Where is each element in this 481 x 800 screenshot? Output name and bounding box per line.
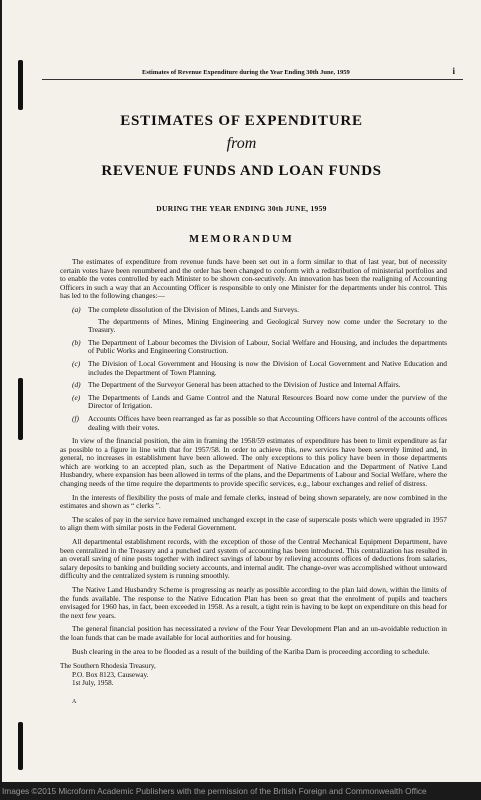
signature-line-1: The Southern Rhodesia Treasury,: [60, 662, 156, 671]
signature-line-2: P.O. Box 8123, Causeway.: [72, 670, 149, 679]
title-line-1: ESTIMATES OF EXPENDITURE: [120, 113, 363, 129]
copyright-footer: Images ©2015 Microform Academic Publishers with the permission of the British Foreign and Commonwealth Office: [2, 786, 427, 796]
list-marker: (e): [72, 392, 81, 402]
paragraph: The Native Land Husbandry Scheme is progressing as nearly as possible according to the plan laid down, within the limits of the funds available. The response to the Native Education Plan has been so great that the enrolment of pupils and teachers envisaged for 1960 has, in fact, been exceeded in 1958. As a result, a tight rein is having to be kept on expenditure on this head for the next few years.: [60, 585, 447, 620]
list-marker: (a): [72, 304, 81, 314]
title-line-2: from: [226, 135, 257, 152]
list-item-text: The Division of Local Government and Housing is now the Division of Local Government and Native Education and includes the Department of Town Planning.: [88, 358, 447, 377]
signature-line-3: 1st July, 1958.: [72, 679, 114, 688]
header-rule: [42, 79, 463, 80]
page-number: i: [452, 66, 455, 76]
paragraph: In the interests of flexibility the posts of male and female clerks, instead of being shown separately, are now combined in the estimates and shown as “ clerks ”.: [60, 492, 447, 511]
list-item-text: The Departments of Lands and Game Control and the Natural Resources Board now come under the purview of the Director of Irrigation.: [88, 392, 447, 411]
paragraph: Bush clearing in the area to be flooded as a result of the building of the Kariba Dam is proceeding according to schedule.: [72, 646, 430, 656]
title-line-3: REVENUE FUNDS AND LOAN FUNDS: [101, 163, 382, 179]
signature-block: [60, 662, 447, 706]
binding-hole-mark: [18, 722, 23, 770]
list-item: [60, 360, 447, 377]
list-item-text: The Department of the Surveyor General has been attached to the Division of Justice and Internal Affairs.: [88, 380, 401, 390]
printer-mark: A: [72, 698, 77, 705]
binding-hole-mark: [18, 378, 23, 440]
intro-paragraph: The estimates of expenditure from revenue funds have been set out in a form similar to that of last year, but of necessity certain votes have been renumbered and the order has been changed to conform with a redistribution of ministerial portfolios and to enable the votes controlled by each Minister to be shown con-secutively. An innovation has been the realigning of Accounting Officers in such a way that an Accounting Officer is responsible to only one Minister for the departments under his control. This has led to the following changes:—: [60, 257, 447, 301]
list-marker: (b): [72, 337, 81, 347]
list-item-subtext: The departments of Mines, Mining Engineering and Geological Survey now come under the Secretary to the Treasury.: [88, 316, 447, 335]
list-marker: (d): [72, 380, 81, 390]
list-item-text: The Department of Labour becomes the Division of Labour, Social Welfare and Housing, and includes the departments of Public Works and Engineering Construction.: [88, 337, 447, 356]
list-item: [60, 339, 447, 356]
changes-list: [60, 306, 447, 432]
paragraph: The scales of pay in the service have remained unchanged except in the case of superscale posts which were upgraded in 1957 to align them with similar posts in the Federal Government.: [60, 514, 447, 533]
list-item: [60, 415, 447, 432]
subtitle-year: DURING THE YEAR ENDING 30th JUNE, 1959: [156, 204, 327, 213]
document-page: [2, 0, 481, 782]
memorandum-heading: MEMORANDUM: [189, 234, 294, 245]
list-item: [60, 306, 447, 335]
list-item: [60, 381, 447, 390]
paragraph: In view of the financial position, the aim in framing the 1958/59 estimates of expenditure has been to limit expenditure as far as possible to a figure in line with that for 1957/58. In order to achieve this, new services have been severely limited and, in general, no increases in establishment have been allowed. The only exceptions to this policy have been in those departments which are working to an accepted plan, such as the Department of Native Education and the Department of Native Land Husbandry, where expansion has been allowed in terms of the plans, and the Departments of Labour and Social Welfare, where the changing needs of the time require the departments to provide specific services, e.g., labour exchanges and relief of distress.: [60, 436, 447, 489]
memorandum-body: [60, 258, 447, 707]
paragraph: All departmental establishment records, with the exception of those of the Central Mechanical Equipment Department, have been centralized in the Treasury and a punched card system of accounting has been introduced. This centralization has resulted in an overall saving of nine posts together with indirect savings of labour by relieving accounts offices of deductions from salaries, salary deposits to banking and building society accounts, and internal audit. The change-over was accomplished without untoward difficulty and the centralized system is running smoothly.: [60, 537, 447, 581]
list-marker: (c): [72, 358, 81, 368]
paragraph: The general financial position has necessitated a review of the Four Year Development Plan and an un-avoidable reduction in the loan funds that can be made available for local authorities and for housing.: [60, 624, 447, 642]
list-item-text: The complete dissolution of the Division of Mines, Lands and Surveys.: [88, 304, 300, 314]
running-head-title: Estimates of Revenue Expenditure during the Year Ending 30th June, 1959: [142, 69, 350, 76]
list-item: [60, 394, 447, 411]
list-item-text: Accounts Offices have been rearranged as far as possible so that Accounting Officers have control of the accounts offices dealing with their votes.: [88, 413, 447, 432]
running-head: [2, 66, 461, 78]
list-marker: (f): [72, 413, 79, 423]
